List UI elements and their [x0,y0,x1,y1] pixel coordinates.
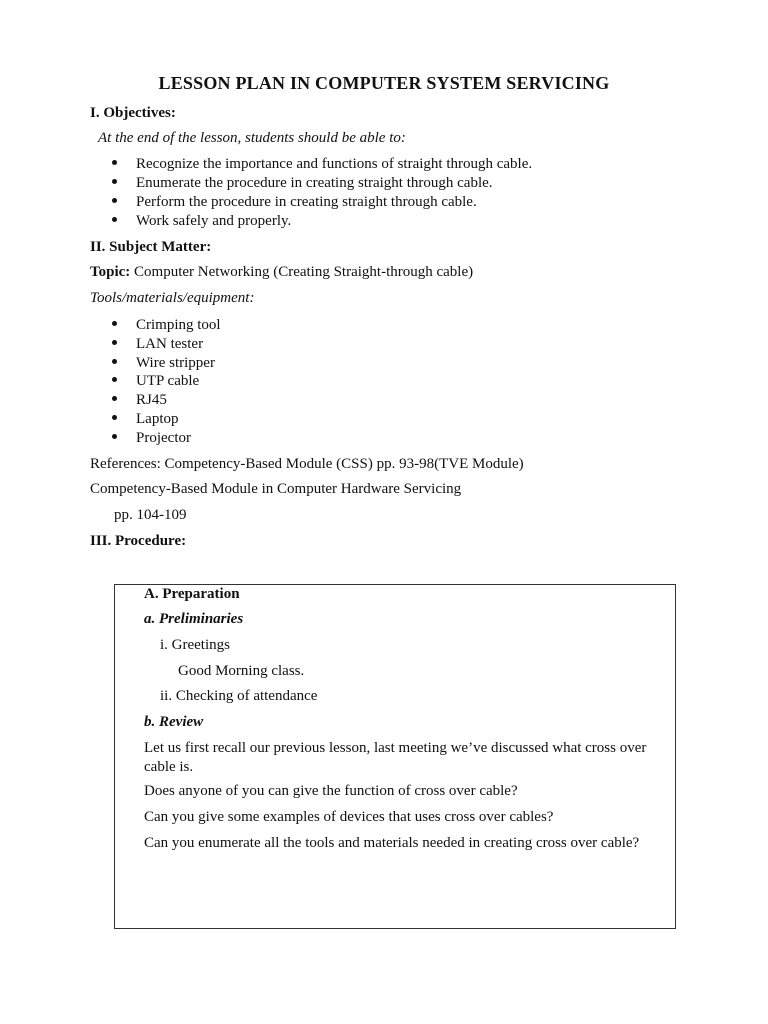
preparation-heading: A. Preparation [144,586,240,602]
tools-label: Tools/materials/equipment: [90,290,255,306]
bullet-dot-icon [112,217,117,222]
objectives-heading: I. Objectives: [90,105,176,121]
good-morning-text: Good Morning class. [178,663,305,679]
bullet-dot-icon [112,340,117,345]
review-paragraph: Does anyone of you can give the function of cross over cable? [144,783,518,799]
review-paragraph: Can you give some examples of devices that uses cross over cables? [144,809,554,825]
bullet-dot-icon [112,359,117,364]
tool-item: LAN tester [136,336,204,352]
tool-item: UTP cable [136,373,200,389]
objective-item: Recognize the importance and functions of straight through cable. [136,156,533,172]
tool-item: Crimping tool [136,317,221,333]
document-title: LESSON PLAN IN COMPUTER SYSTEM SERVICING [158,73,610,93]
objective-item: Enumerate the procedure in creating straight through cable. [136,175,493,191]
objectives-intro: At the end of the lesson, students should be able to: [98,130,406,146]
tool-item: RJ45 [136,392,167,408]
review-paragraph: Let us first recall our previous lesson, last meeting we’ve discussed what cross over cable is. [144,740,647,775]
objective-item: Perform the procedure in creating straight through cable. [136,194,477,210]
bullet-dot-icon [112,198,117,203]
procedure-heading: III. Procedure: [90,533,187,549]
tool-item: Laptop [136,411,179,427]
greetings-item: i. Greetings [160,637,230,653]
subject-matter-heading: II. Subject Matter: [90,239,212,255]
preliminaries-heading: a. Preliminaries [144,611,244,627]
references-line: References: Competency-Based Module (CSS) pp. 93-98(TVE Module) [90,456,524,472]
bullet-dot-icon [112,434,117,439]
tool-item: Projector [136,430,191,446]
bullet-dot-icon [112,160,117,165]
references-pages: pp. 104-109 [114,507,187,523]
procedure-box [114,584,676,929]
bullet-dot-icon [112,415,117,420]
bullet-dot-icon [112,377,117,382]
bullet-dot-icon [112,321,117,326]
attendance-item: ii. Checking of attendance [160,688,318,704]
bullet-dot-icon [112,179,117,184]
topic-line [90,265,473,280]
bullet-dot-icon [112,396,117,401]
review-paragraph: Can you enumerate all the tools and materials needed in creating cross over cable? [144,835,640,851]
review-heading: b. Review [144,714,204,730]
topic-label: Topic: [90,264,131,280]
tool-item: Wire stripper [136,355,215,371]
topic-value: Computer Networking (Creating Straight-through cable) [130,264,474,280]
references-line: Competency-Based Module in Computer Hardware Servicing [90,481,462,497]
objective-item: Work safely and properly. [136,213,292,229]
